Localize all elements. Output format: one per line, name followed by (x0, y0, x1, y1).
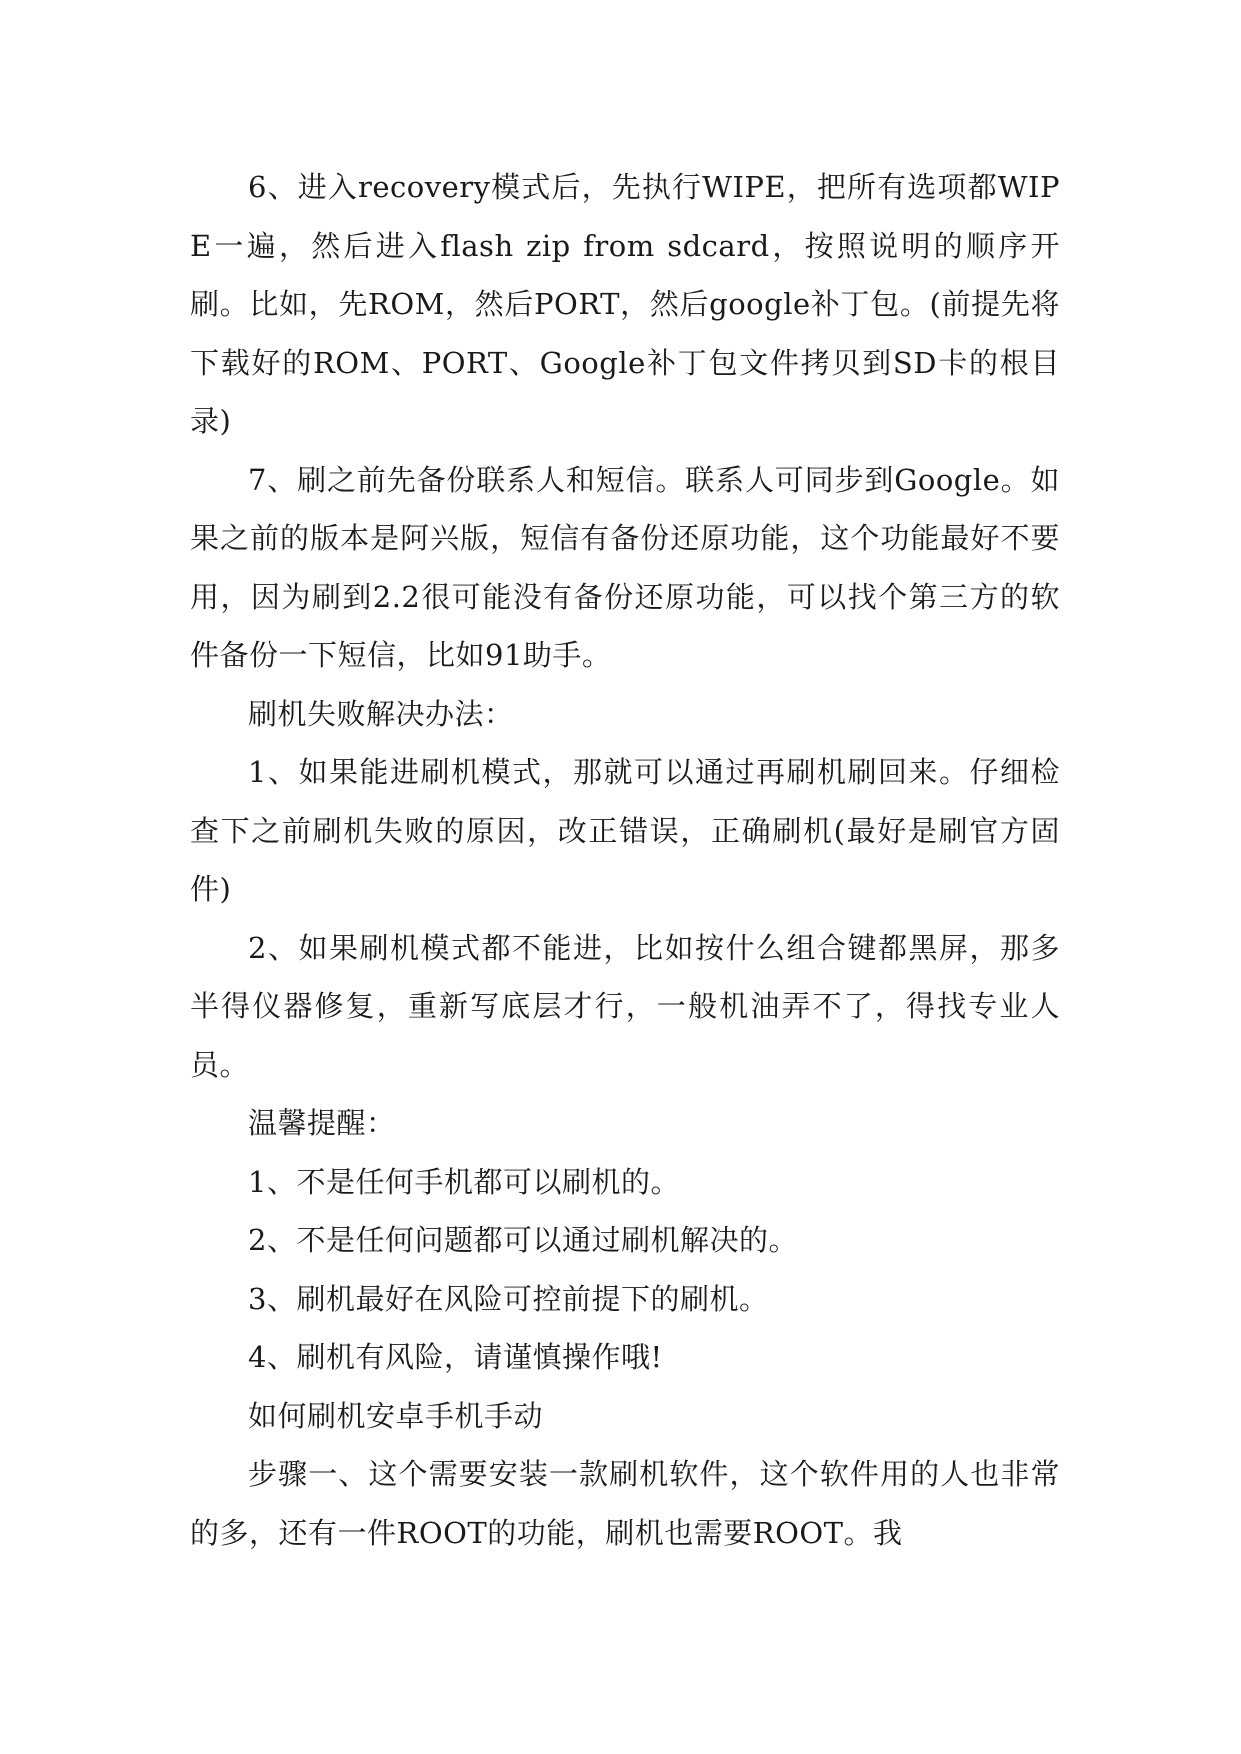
paragraph-tip-2: 2、不是任何问题都可以通过刷机解决的。 (248, 1223, 798, 1257)
paragraph-tip-1: 1、不是任何手机都可以刷机的。 (248, 1164, 680, 1199)
paragraph-step-6: 6、进入recovery模式后，先执行WIPE，把所有选项都WIPE一遍，然后进入flash zip from sdcard，按照说明的顺序开刷。比如，先ROM，然后PORT，然后google补丁包。(前提先将下载好的ROM、PORT、Google补丁包文件拷贝到SD卡的根目录) (190, 170, 1060, 438)
paragraph-tip-4: 4、刷机有风险，请谨慎操作哦! (248, 1340, 663, 1374)
paragraph-solution-2: 2、如果刷机模式都不能进，比如按什么组合键都黑屏，那多半得仪器修复，重新写底层才行，一般机油弄不了，得找专业人员。 (190, 930, 1060, 1082)
heading-manual-flash: 如何刷机安卓手机手动 (248, 1398, 544, 1433)
heading-failure-solutions: 刷机失败解决办法： (248, 696, 514, 731)
paragraph-manual-step-1: 步骤一、这个需要安装一款刷机软件，这个软件用的人也非常的多，还有一件ROOT的功能，刷机也需要ROOT。我 (190, 1457, 1060, 1550)
paragraph-tip-3: 3、刷机最好在风险可控前提下的刷机。 (248, 1281, 769, 1316)
document-body (190, 158, 1060, 1562)
paragraph-solution-1: 1、如果能进刷机模式，那就可以通过再刷机刷回来。仔细检查下之前刷机失败的原因，改正错误，正确刷机(最好是刷官方固件) (190, 755, 1060, 906)
heading-tips: 温馨提醒： (248, 1106, 396, 1140)
paragraph-step-7: 7、刷之前先备份联系人和短信。联系人可同步到Google。如果之前的版本是阿兴版，短信有备份还原功能，这个功能最好不要用，因为刷到2.2很可能没有备份还原功能，可以找个第三方的软件备份一下短信，比如91助手。 (190, 462, 1060, 672)
